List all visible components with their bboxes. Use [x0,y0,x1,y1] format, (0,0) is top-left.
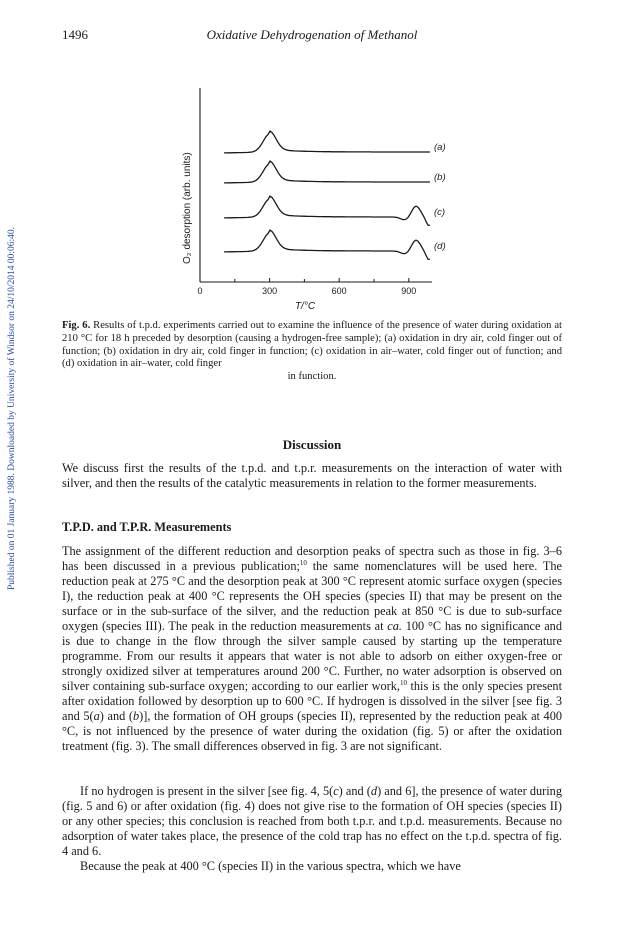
x-axis-label: T/°C [294,301,316,312]
x-tick-label: 300 [262,286,278,296]
series-curve-3 [224,196,430,225]
download-watermark: Published on 01 January 1988. Downloaded by University of Windsor on 24/10/2014 00:06:40. [7,226,17,590]
series-curve-1 [224,131,430,153]
series-curve-2 [224,161,430,183]
subsection-heading: T.P.D. and T.P.R. Measurements [62,520,232,534]
series-label: (a) [434,142,446,153]
figure-caption: Fig. 6. Results of t.p.d. experiments carried out to examine the influence of the presence of water during oxidation at 210 °C for 18 h preceded by desorption (causing a hydrogen-free sample); (a) oxidation in dry air, cold finger out of function; (b) oxidation in dry air, cold finger in function; (c) oxidation in air–water, cold finger out of function; and (d) oxidation in air–water, cold finger in function. [62,320,562,383]
series-curve-4 [224,230,430,259]
page-number: 1496 [62,27,88,42]
body-paragraph-1: The assignment of the different reduction and desorption peaks of spectra such as those in fig. 3–6 has been discussed in a previous publication;$^{10}$ the same nomenclatures will be used here. The reduction peak at 275 °C and the desorption peak at 300 °C represent atomic surface oxygen (species I), the reduction peak at 400 °C represents the OH species (species II) that may be present on the surface or in the sub-surface of the silver, and the reduction peak at 850 °C is due to sub-surface oxygen (species III). The peak in the reduction measurements at ca. 100 °C has no significance and is due to change in the flow through the silver sample caused by starting up the temperature programme. From our results it appears that water is not able to adsorb on either oxygen-free or strongly oxidized silver at temperatures around 200 °C. Further, no water adsorption is observed on silver containing sub-surface oxygen; according to our earlier work,$^{10}$ this is the only species present after oxidation followed by desorption up to 600 °C. If hydrogen is dissolved in the silver [see fig. 3 and 5(a) and (b)], the formation of OH groups (species II), represented by the reduction peak at 400 °C, is not influenced by the presence of water during the oxidation (fig. 5) or after the oxidation treatment (fig. 3). The small differences observed in fig. 3 are not significant. [62,544,563,753]
body-paragraph-3: Because the peak at 400 °C (species II) in the various spectra, which we have [80,859,461,873]
running-title: Oxidative Dehydrogenation of Methanol [206,27,418,42]
series-label: (c) [434,207,446,218]
x-tick-label: 600 [331,286,347,296]
x-tick-label: 0 [197,286,203,296]
x-tick-label: 900 [401,286,417,296]
series-label: (b) [434,172,446,183]
figure-6-chart [150,78,470,318]
y-axis-label: O₂ desorption (arb. units) [182,152,193,264]
series-label: (d) [434,241,446,252]
intro-paragraph: We discuss first the results of the t.p.d. and t.p.r. measurements on the interaction of water with silver, and then the results of the catalytic measurements in relation to the former measurements. [62,461,563,490]
section-title: Discussion [282,437,342,452]
body-paragraph-2: If no hydrogen is present in the silver [see fig. 4, 5(c) and (d) and 6], the presence of water during (fig. 5 and 6) or after oxidation (fig. 4) does not give rise to the formation of OH species (species II) or any other species; this conclusion is reached from both t.p.r. and t.p.d. measurements. Because no adsorption of water takes place, the presence of the cold trap has no effect on the t.p.d. spectra of fig. 4 and 6. [62,784,563,858]
figure-label: Fig. 6. [62,320,91,331]
